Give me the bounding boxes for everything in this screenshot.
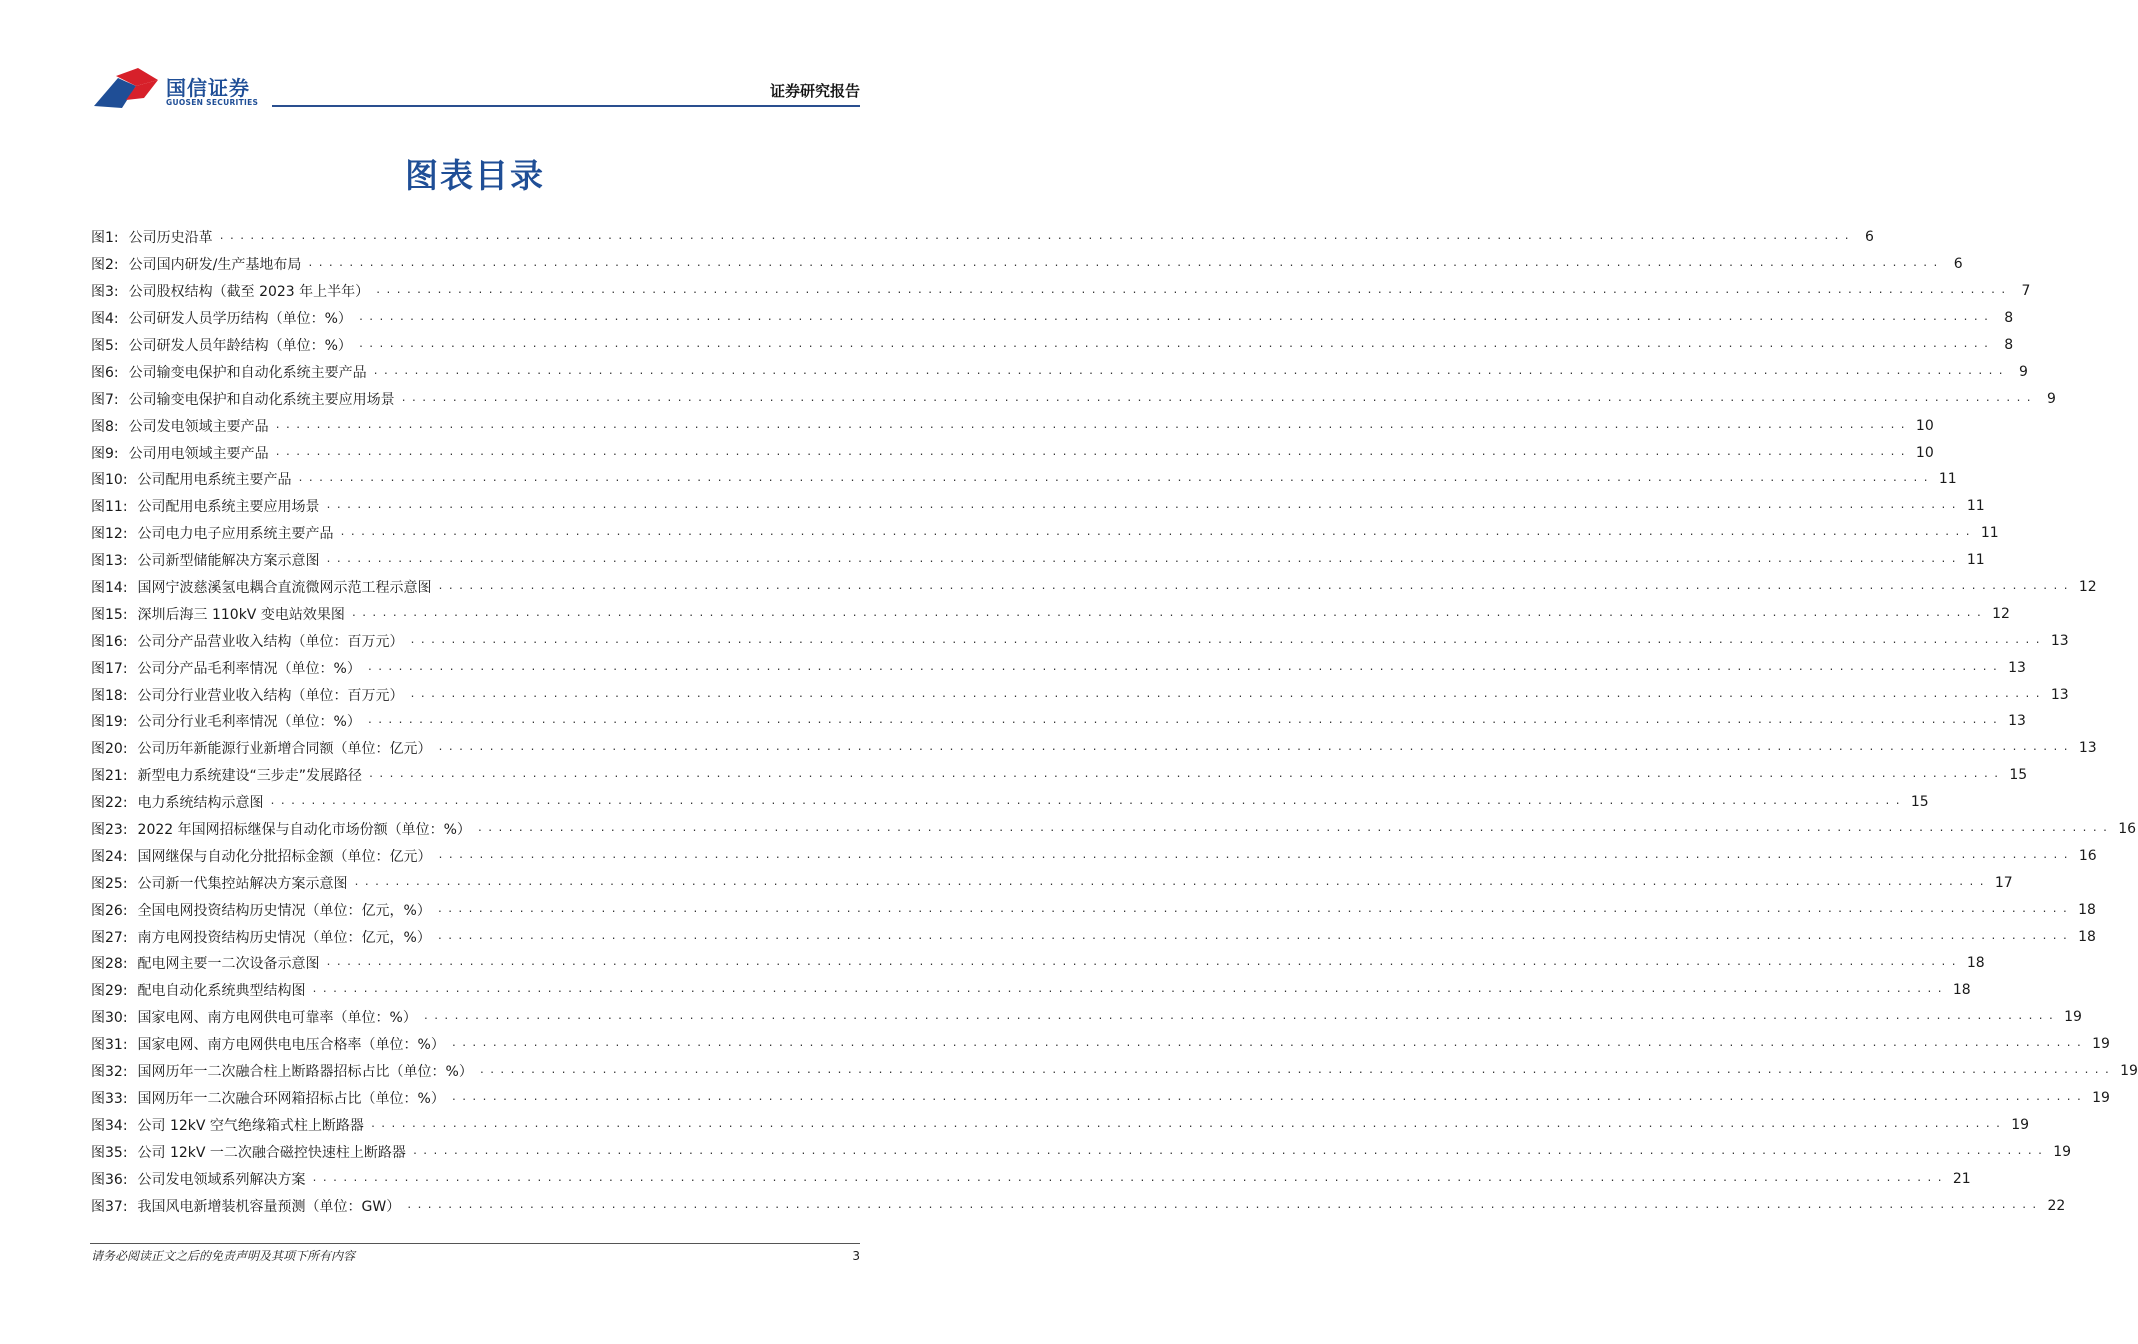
toc-dot-leader: ................................................................................................................................................................ <box>400 392 2036 404</box>
toc-figure-title: 公司输变电保护和自动化系统主要产品 <box>128 364 367 381</box>
toc-figure-label: 图21: <box>91 768 128 785</box>
toc-entry[interactable] <box>91 574 2097 601</box>
toc-figure-title: 公司发电领域主要产品 <box>128 418 269 435</box>
toc-figure-label: 图30: <box>91 1010 128 1027</box>
toc-dot-leader: ................................................................................................................................................................ <box>372 365 2008 377</box>
toc-figure-label: 图6: <box>91 364 119 381</box>
toc-entry[interactable] <box>91 1085 2110 1112</box>
toc-dot-leader: ................................................................................................................................................................ <box>357 339 1994 350</box>
toc-figure-title: 公司分行业毛利率情况（单位：%） <box>137 714 361 731</box>
toc-page-number: 21 <box>1952 1170 1971 1187</box>
toc-page-number: 7 <box>2021 283 2031 300</box>
toc-page-number: 19 <box>2011 1116 2030 1133</box>
toc-dot-leader: ................................................................................................................................................................ <box>366 661 2003 673</box>
toc-dot-leader: ................................................................................................................................................................ <box>409 634 2045 646</box>
toc-dot-leader: ................................................................................................................................................................ <box>450 1038 2087 1050</box>
toc-figure-title: 公司历史沿革 <box>128 230 213 247</box>
toc-dot-leader: ................................................................................................................................................................ <box>274 419 1910 431</box>
toc-figure-title: 南方电网投资结构历史情况（单位：亿元，%） <box>137 929 431 946</box>
toc-dot-leader: ................................................................................................................................................................ <box>436 930 2073 942</box>
toc-entry[interactable] <box>91 547 1985 574</box>
toc-dot-leader: ................................................................................................................................................................ <box>325 957 1961 969</box>
toc-entry[interactable] <box>91 735 2097 762</box>
toc-entry[interactable] <box>91 708 2026 735</box>
toc-figure-title: 国网历年一二次融合环网箱招标占比（单位：%） <box>137 1090 445 1107</box>
toc-page-number: 6 <box>1864 229 1874 246</box>
toc-figure-label: 图3: <box>91 284 119 301</box>
toc-figure-label: 图19: <box>91 714 128 731</box>
toc-figure-title: 公司国内研发/生产基地布局 <box>128 257 302 274</box>
toc-figure-label: 图5: <box>91 338 119 354</box>
toc-page-number: 15 <box>2009 767 2028 784</box>
toc-dot-leader: ................................................................................................................................................................ <box>369 1118 2006 1130</box>
toc-figure-title: 公司研发人员年龄结构（单位：%） <box>128 338 352 354</box>
toc-figure-title: 公司分行业营业收入结构（单位：百万元） <box>137 687 404 704</box>
toc-page-number: 9 <box>2018 363 2028 380</box>
toc-figure-label: 图32: <box>91 1064 128 1081</box>
toc-dot-leader: ................................................................................................................................................................ <box>437 581 2073 593</box>
toc-dot-leader: ................................................................................................................................................................ <box>218 231 1854 243</box>
toc-page-number: 12 <box>2078 579 2097 596</box>
toc-page-number: 8 <box>2004 337 2014 353</box>
toc-figure-title: 公司电力电子应用系统主要产品 <box>137 526 334 543</box>
toc-page-number: 11 <box>1938 471 1957 488</box>
toc-page-number: 16 <box>2078 847 2097 864</box>
toc-dot-leader: ................................................................................................................................................................ <box>478 1065 2115 1077</box>
toc-figure-title: 新型电力系统建设“三步走”发展路径 <box>137 768 363 785</box>
toc-figure-title: 国网宁波慈溪氢电耦合直流微网示范工程示意图 <box>137 580 432 597</box>
toc-page-number: 15 <box>1910 794 1929 811</box>
toc-figure-label: 图22: <box>91 795 128 812</box>
toc-figure-label: 图20: <box>91 741 128 758</box>
toc-page-number: 6 <box>1953 256 1963 273</box>
toc-dot-leader: ................................................................................................................................................................ <box>307 258 1943 270</box>
toc-figure-label: 图10: <box>91 472 128 489</box>
toc-dot-leader: ................................................................................................................................................................ <box>325 554 1961 566</box>
toc-figure-label: 图14: <box>91 580 128 597</box>
toc-entry[interactable] <box>91 493 1985 520</box>
toc-figure-title: 国家电网、南方电网供电电压合格率（单位：%） <box>137 1037 445 1054</box>
toc-dot-leader: ................................................................................................................................................................ <box>357 312 1994 324</box>
toc-dot-leader: ................................................................................................................................................................ <box>311 1172 1947 1184</box>
footer-divider <box>90 1243 860 1244</box>
toc-figure-label: 图8: <box>91 418 119 435</box>
toc-figure-title: 公司 12kV 空气绝缘箱式柱上断路器 <box>137 1117 364 1134</box>
toc-dot-leader: ................................................................................................................................................................ <box>269 796 1905 808</box>
toc-entry[interactable] <box>91 762 2028 789</box>
toc-figure-label: 图27: <box>91 929 128 946</box>
toc-figure-label: 图18: <box>91 687 128 704</box>
toc-dot-leader: ................................................................................................................................................................ <box>450 1091 2087 1103</box>
toc-figure-title: 国网历年一二次融合柱上断路器招标占比（单位：%） <box>137 1064 473 1081</box>
toc-figure-title: 公司新型储能解决方案示意图 <box>137 553 320 570</box>
toc-entry[interactable] <box>91 358 2028 385</box>
toc-entry[interactable] <box>91 439 1934 466</box>
toc-entry[interactable] <box>91 1031 2110 1058</box>
toc-figure-title: 深圳后海三 110kV 变电站效果图 <box>137 606 345 623</box>
toc-figure-label: 图2: <box>91 257 119 274</box>
toc-page-number: 19 <box>2120 1063 2138 1080</box>
footer-page-number: 3 <box>852 1249 860 1263</box>
toc-dot-leader: ................................................................................................................................................................ <box>409 688 2045 700</box>
toc-entry[interactable] <box>91 1111 2030 1138</box>
toc-page-number: 13 <box>2008 713 2026 730</box>
toc-page-number: 22 <box>2047 1197 2066 1214</box>
toc-dot-leader: ................................................................................................................................................................ <box>366 715 2003 727</box>
toc-page-number: 9 <box>2046 390 2056 407</box>
toc-page-number: 17 <box>1994 874 2013 891</box>
toc-dot-leader: ................................................................................................................................................................ <box>350 607 1987 619</box>
toc-entry[interactable] <box>91 466 1957 493</box>
report-type-label: 证券研究报告 <box>769 82 860 100</box>
toc-entry[interactable] <box>91 627 2069 654</box>
toc-figure-title: 公司发电领域系列解决方案 <box>137 1171 306 1188</box>
toc-figure-label: 图25: <box>91 875 128 892</box>
toc-figure-label: 图12: <box>91 526 128 543</box>
toc-entry[interactable] <box>91 305 2014 332</box>
toc-entry[interactable] <box>91 385 2056 412</box>
toc-figure-title: 公司历年新能源行业新增合同额（单位：亿元） <box>137 741 432 758</box>
toc-figure-label: 图26: <box>91 902 128 919</box>
toc-figure-title: 公司分产品营业收入结构（单位：百万元） <box>137 633 404 650</box>
toc-figure-title: 公司用电领域主要产品 <box>128 445 269 462</box>
toc-figure-label: 图7: <box>91 391 119 408</box>
toc-figure-title: 我国风电新增装机容量预测（单位：GW） <box>137 1198 401 1215</box>
guosen-logo-icon <box>92 66 162 112</box>
toc-figure-label: 图1: <box>91 230 119 247</box>
toc-page-number: 13 <box>2008 659 2026 676</box>
toc-figure-label: 图28: <box>91 956 128 973</box>
toc-entry[interactable] <box>91 977 1971 1004</box>
toc-figure-title: 公司 12kV 一二次融合磁控快速柱上断路器 <box>137 1144 406 1161</box>
toc-figure-title: 公司配用电系统主要应用场景 <box>137 499 320 516</box>
toc-dot-leader: ................................................................................................................................................................ <box>339 527 1975 539</box>
toc-dot-leader: ................................................................................................................................................................ <box>411 1145 2048 1157</box>
toc-page-number: 19 <box>2092 1089 2110 1106</box>
toc-dot-leader: ................................................................................................................................................................ <box>422 1011 2059 1023</box>
toc-dot-leader: ................................................................................................................................................................ <box>274 446 1910 458</box>
toc-entry[interactable] <box>91 1192 2066 1219</box>
toc-page-number: 19 <box>2064 1009 2082 1026</box>
toc-page-number: 12 <box>1992 605 2010 622</box>
toc-figure-label: 图11: <box>91 499 128 516</box>
toc-figure-title: 电力系统结构示意图 <box>137 795 264 812</box>
toc-figure-title: 公司分产品毛利率情况（单位：%） <box>137 660 361 677</box>
toc-page-number: 18 <box>1952 982 1971 999</box>
toc-figure-label: 图34: <box>91 1117 128 1134</box>
toc-figure-title: 国家电网、南方电网供电可靠率（单位：%） <box>137 1010 417 1027</box>
toc-page-number: 13 <box>2050 632 2069 649</box>
toc-figure-title: 公司新一代集控站解决方案示意图 <box>137 875 348 892</box>
toc-entry[interactable] <box>91 654 2026 681</box>
toc-figure-title: 公司配用电系统主要产品 <box>137 472 292 489</box>
toc-figure-label: 图17: <box>91 660 128 677</box>
toc-page-number: 11 <box>1966 498 1985 515</box>
header-divider <box>272 105 860 107</box>
toc-page-number: 11 <box>1980 525 1999 542</box>
toc-dot-leader: ................................................................................................................................................................ <box>325 500 1961 512</box>
toc-figure-label: 图9: <box>91 445 119 462</box>
footer-disclaimer: 请务必阅读正文之后的免责声明及其项下所有内容 <box>91 1249 356 1263</box>
toc-entry[interactable] <box>91 332 2014 359</box>
toc-page-number: 16 <box>2118 821 2137 838</box>
toc-figure-label: 图31: <box>91 1037 128 1054</box>
toc-page-number: 19 <box>2092 1036 2110 1053</box>
toc-entry[interactable] <box>91 251 1963 278</box>
logo-name-cn: 国信证券 <box>166 76 250 100</box>
toc-figure-title: 全国电网投资结构历史情况（单位：亿元，%） <box>137 902 431 919</box>
toc-dot-leader: ................................................................................................................................................................ <box>311 984 1947 996</box>
toc-page-number: 13 <box>2078 740 2097 757</box>
toc-dot-leader: ................................................................................................................................................................ <box>353 876 1989 888</box>
toc-page-number: 18 <box>2078 928 2096 945</box>
logo-name-en: GUOSEN SECURITIES <box>166 98 259 107</box>
toc-figure-title: 配电网主要一二次设备示意图 <box>137 956 320 973</box>
toc-entry[interactable] <box>91 869 2013 896</box>
toc-entry[interactable] <box>91 923 2096 950</box>
toc-dot-leader: ................................................................................................................................................................ <box>297 473 1933 485</box>
toc-dot-leader: ................................................................................................................................................................ <box>368 769 2004 781</box>
toc-dot-leader: ................................................................................................................................................................ <box>406 1199 2042 1211</box>
toc-figure-title: 国网继保与自动化分批招标金额（单位：亿元） <box>137 848 432 865</box>
toc-entry[interactable] <box>91 789 1929 816</box>
toc-figure-title: 公司股权结构（截至 2023 年上半年） <box>128 284 370 301</box>
toc-entry[interactable] <box>91 816 2137 843</box>
toc-figure-label: 图36: <box>91 1171 128 1188</box>
toc-entry[interactable] <box>91 842 2097 869</box>
toc-figure-label: 图29: <box>91 983 128 1000</box>
toc-figure-label: 图33: <box>91 1090 128 1107</box>
toc-entry[interactable] <box>91 1004 2082 1031</box>
toc-page-number: 13 <box>2050 686 2069 703</box>
toc-figure-label: 图35: <box>91 1144 128 1161</box>
toc-dot-leader: ................................................................................................................................................................ <box>476 823 2113 835</box>
toc-figure-title: 公司研发人员学历结构（单位：%） <box>128 311 352 328</box>
toc-entry[interactable] <box>91 520 1999 547</box>
toc-dot-leader: ................................................................................................................................................................ <box>436 903 2073 915</box>
toc-figure-label: 图16: <box>91 633 128 650</box>
toc-figure-label: 图4: <box>91 311 119 328</box>
toc-entry[interactable] <box>91 950 1985 977</box>
page-header <box>0 0 950 110</box>
toc-entry[interactable] <box>91 1058 2138 1085</box>
toc-figure-title: 配电自动化系统典型结构图 <box>137 983 306 1000</box>
figure-list <box>91 224 2138 1219</box>
toc-entry[interactable] <box>91 681 2069 708</box>
toc-entry[interactable] <box>91 412 1934 439</box>
toc-page-number: 18 <box>2078 901 2096 918</box>
toc-entry[interactable] <box>91 896 2096 923</box>
toc-entry[interactable] <box>91 600 2010 627</box>
toc-dot-leader: ................................................................................................................................................................ <box>437 849 2073 861</box>
toc-figure-title: 公司输变电保护和自动化系统主要应用场景 <box>128 391 395 408</box>
toc-page-number: 18 <box>1966 955 1985 972</box>
toc-figure-title: 2022 年国网招标继保与自动化市场份额（单位：%） <box>137 822 471 839</box>
toc-figure-label: 图13: <box>91 553 128 570</box>
toc-entry[interactable] <box>91 1165 1971 1192</box>
toc-figure-label: 图15: <box>91 606 128 623</box>
toc-figure-label: 图37: <box>91 1198 128 1215</box>
page-title: 图表目录 <box>405 156 545 195</box>
toc-dot-leader: ................................................................................................................................................................ <box>437 742 2073 754</box>
toc-entry[interactable] <box>91 278 2031 305</box>
toc-page-number: 10 <box>1915 417 1934 434</box>
toc-figure-label: 图24: <box>91 848 128 865</box>
toc-entry[interactable] <box>91 224 1874 251</box>
toc-figure-label: 图23: <box>91 822 128 839</box>
toc-page-number: 19 <box>2053 1143 2072 1160</box>
toc-dot-leader: ................................................................................................................................................................ <box>375 285 2011 297</box>
toc-page-number: 10 <box>1915 444 1934 461</box>
toc-entry[interactable] <box>91 1138 2072 1165</box>
toc-page-number: 11 <box>1966 552 1985 569</box>
toc-page-number: 8 <box>2004 310 2014 327</box>
